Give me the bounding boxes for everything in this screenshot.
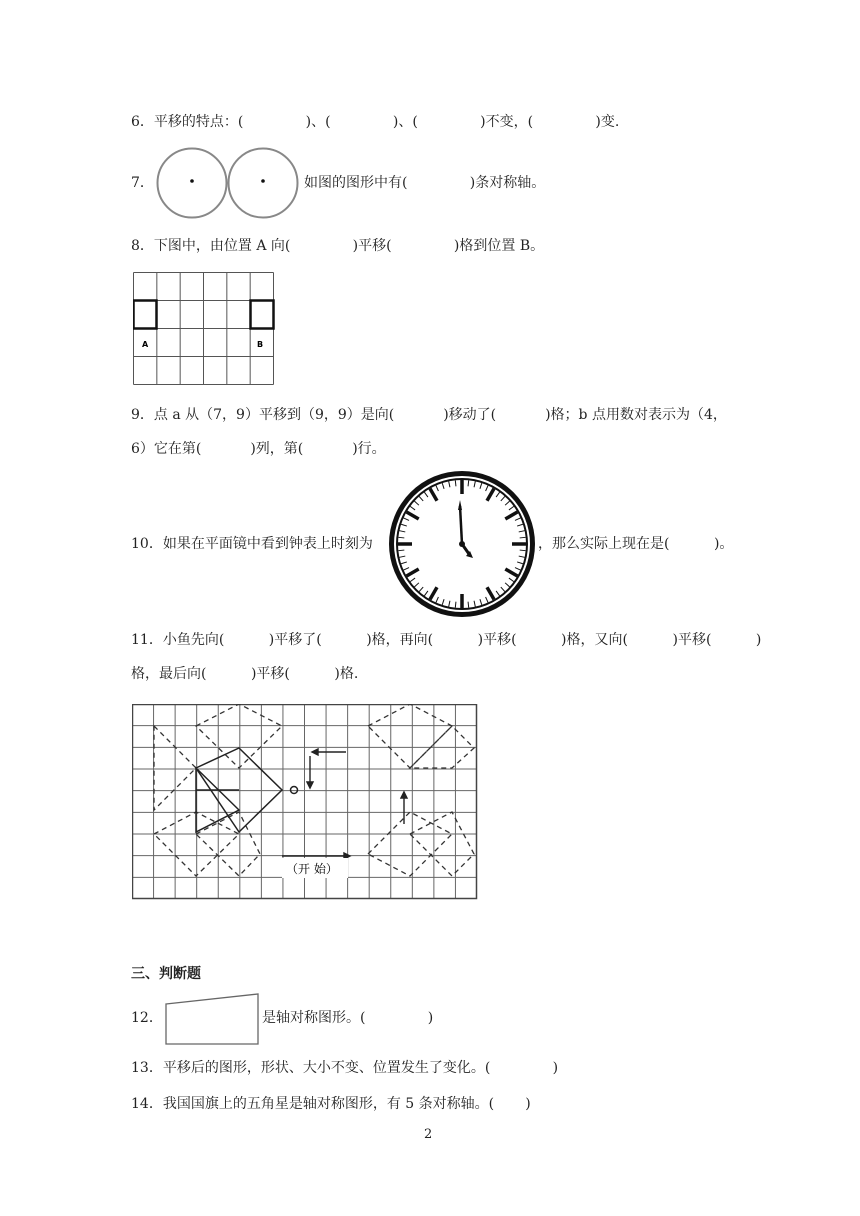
question-9-line2: 6）它在第( )列，第( )行。 [131,441,386,457]
question-14: 14．我国国旗上的五角星是轴对称图形，有 5 条对称轴。( ) [131,1096,531,1112]
page-number: 2 [424,1127,433,1142]
question-9-line1: 9．点 a 从（7，9）平移到（9，9）是向( )移动了( )格；b 点用数对表示为（4， [131,407,727,423]
question-10-after: ，那么实际上现在是( )。 [538,536,734,552]
label-b: B [257,340,264,349]
question-11-line1: 11．小鱼先向( )平移了( )格，再向( )平移( )格，又向( )平移( ) [131,632,762,648]
two-circles-figure [156,147,300,219]
question-8: 8．下图中，由位置 A 向( )平移( )格到位置 B。 [131,238,545,254]
question-11-line2: 格，最后向( )平移( )格. [131,666,359,682]
fish-grid-figure [132,704,478,900]
clock-figure [386,470,538,618]
section-3-title: 三、判断题 [131,966,201,982]
question-7-text: 如图的图形中有( )条对称轴。 [304,175,546,191]
trapezoid-figure [162,992,262,1046]
start-label: （开 始） [286,862,338,876]
grid-a-b-figure [133,272,275,386]
question-6: 6．平移的特点：( )、( )、( )不变，( )变. [131,114,620,130]
question-12-text: 是轴对称图形。( ) [262,1010,434,1026]
question-13: 13．平移后的图形，形状、大小不变、位置发生了变化。( ) [131,1060,559,1076]
question-10-before: 10．如果在平面镜中看到钟表上时刻为 [131,536,373,552]
question-7-number: 7． [131,175,154,191]
label-a: A [142,340,149,349]
question-12-number: 12． [131,1010,163,1026]
